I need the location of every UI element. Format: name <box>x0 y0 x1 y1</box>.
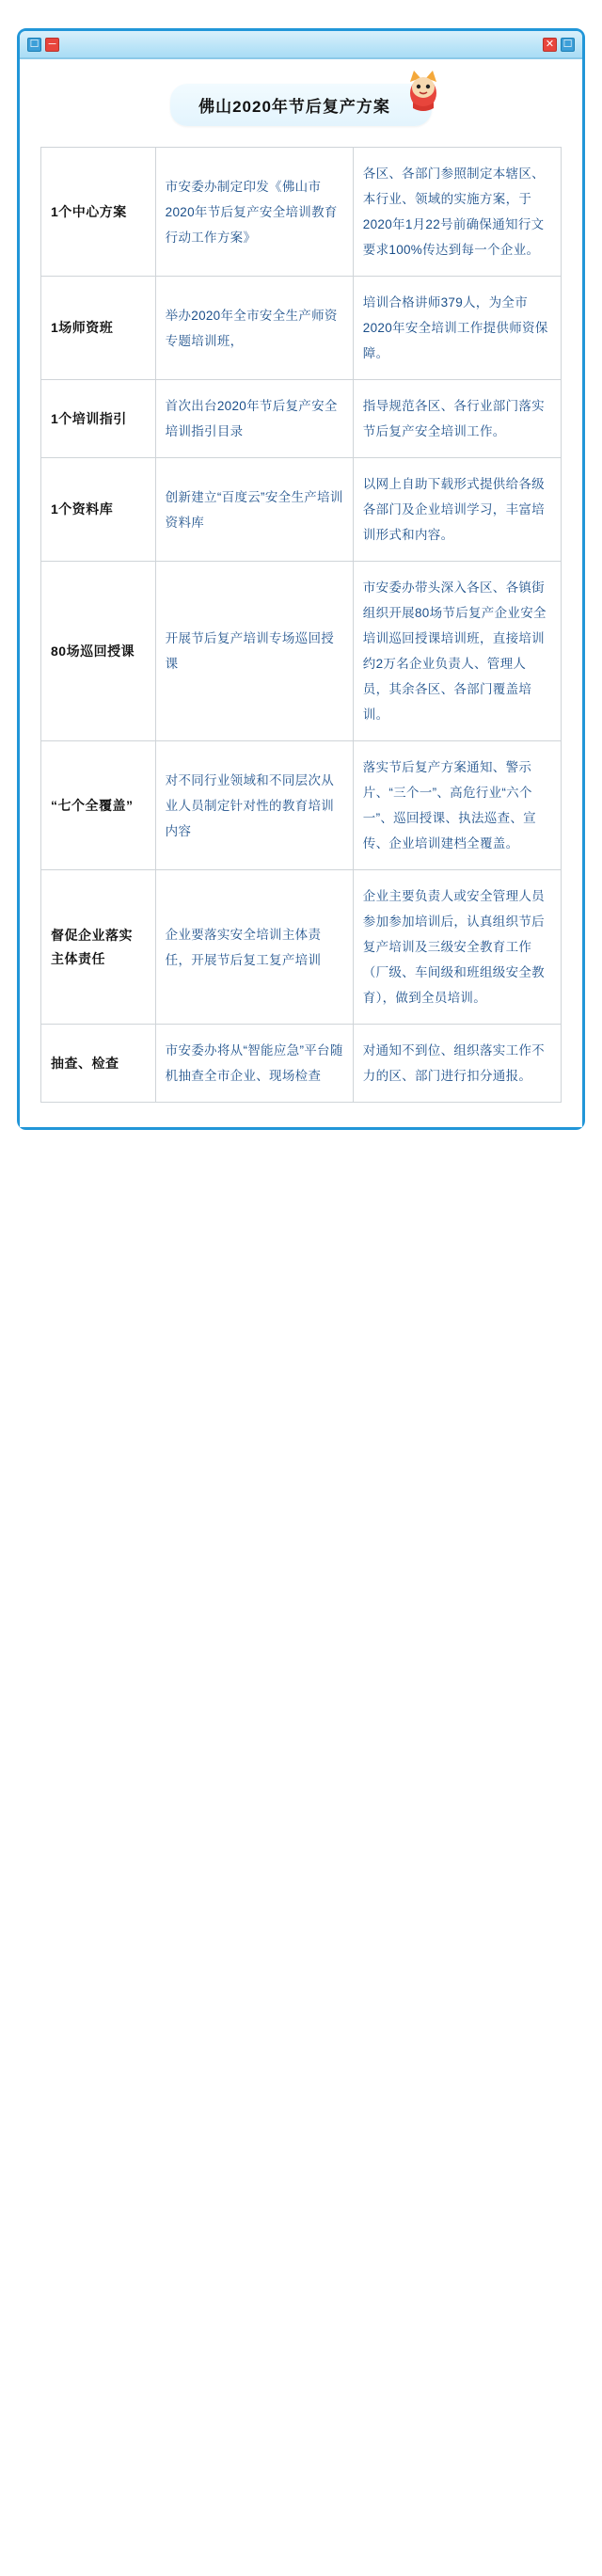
row-label: 1个中心方案 <box>41 148 156 277</box>
title-banner <box>170 84 432 126</box>
row-label: 督促企业落实主体责任 <box>41 870 156 1025</box>
row-right: 指导规范各区、各行业部门落实节后复产安全培训工作。 <box>353 380 561 458</box>
table-row <box>41 870 562 1025</box>
window-close-icon[interactable]: ✕ <box>543 38 557 52</box>
window-minimize-icon[interactable]: ─ <box>45 38 59 52</box>
table-row <box>41 1025 562 1103</box>
row-label: 1个培训指引 <box>41 380 156 458</box>
plan-table-body <box>41 148 562 1103</box>
table-row <box>41 148 562 277</box>
window-restore-icon[interactable]: ☐ <box>27 38 41 52</box>
row-middle: 首次出台2020年节后复产安全培训指引目录 <box>155 380 353 458</box>
row-right: 落实节后复产方案通知、警示片、“三个一”、高危行业“六个一”、巡回授课、执法巡查、宣传、企业培训建档全覆盖。 <box>353 741 561 870</box>
table-row <box>41 277 562 380</box>
mascot-icon <box>402 65 445 114</box>
table-row <box>41 562 562 741</box>
row-label: 80场巡回授课 <box>41 562 156 741</box>
row-middle: 创新建立“百度云”安全生产培训资料库 <box>155 458 353 562</box>
row-middle: 企业要落实安全培训主体责任，开展节后复工复产培训 <box>155 870 353 1025</box>
row-right: 各区、各部门参照制定本辖区、本行业、领域的实施方案，于2020年1月22号前确保通知行文要求100%传达到每一个企业。 <box>353 148 561 277</box>
row-right: 以网上自助下载形式提供给各级各部门及企业培训学习，丰富培训形式和内容。 <box>353 458 561 562</box>
window-maximize-icon[interactable]: ☐ <box>561 38 575 52</box>
window-titlebar <box>20 31 582 59</box>
row-label: “七个全覆盖” <box>41 741 156 870</box>
plan-table <box>40 147 562 1103</box>
titlebar-right-controls <box>543 38 575 52</box>
document-body <box>20 59 582 1127</box>
row-label: 1个资料库 <box>41 458 156 562</box>
row-middle: 开展节后复产培训专场巡回授课 <box>155 562 353 741</box>
row-label: 1场师资班 <box>41 277 156 380</box>
row-middle: 对不同行业领域和不同层次从业人员制定针对性的教育培训内容 <box>155 741 353 870</box>
decorative-window-frame <box>17 28 585 1130</box>
row-middle: 市安委办将从“智能应急”平台随机抽查全市企业、现场检查 <box>155 1025 353 1103</box>
table-row <box>41 380 562 458</box>
row-label: 抽查、检查 <box>41 1025 156 1103</box>
table-row <box>41 741 562 870</box>
row-right: 培训合格讲师379人，为全市2020年安全培训工作提供师资保障。 <box>353 277 561 380</box>
row-middle: 市安委办制定印发《佛山市2020年节后复产安全培训教育行动工作方案》 <box>155 148 353 277</box>
row-right: 企业主要负责人或安全管理人员参加参加培训后，认真组织节后复产培训及三级安全教育工作（厂级、车间级和班组级安全教育），做到全员培训。 <box>353 870 561 1025</box>
row-middle: 举办2020年全市安全生产师资专题培训班， <box>155 277 353 380</box>
table-row <box>41 458 562 562</box>
row-right: 对通知不到位、组织落实工作不力的区、部门进行扣分通报。 <box>353 1025 561 1103</box>
page-title: 佛山2020年节后复产方案 <box>198 98 390 116</box>
row-right: 市安委办带头深入各区、各镇街组织开展80场节后复产企业安全培训巡回授课培训班，直接培训约2万名企业负责人、管理人员，其余各区、各部门覆盖培训。 <box>353 562 561 741</box>
banner-area <box>40 84 562 126</box>
titlebar-left-controls <box>27 38 59 52</box>
